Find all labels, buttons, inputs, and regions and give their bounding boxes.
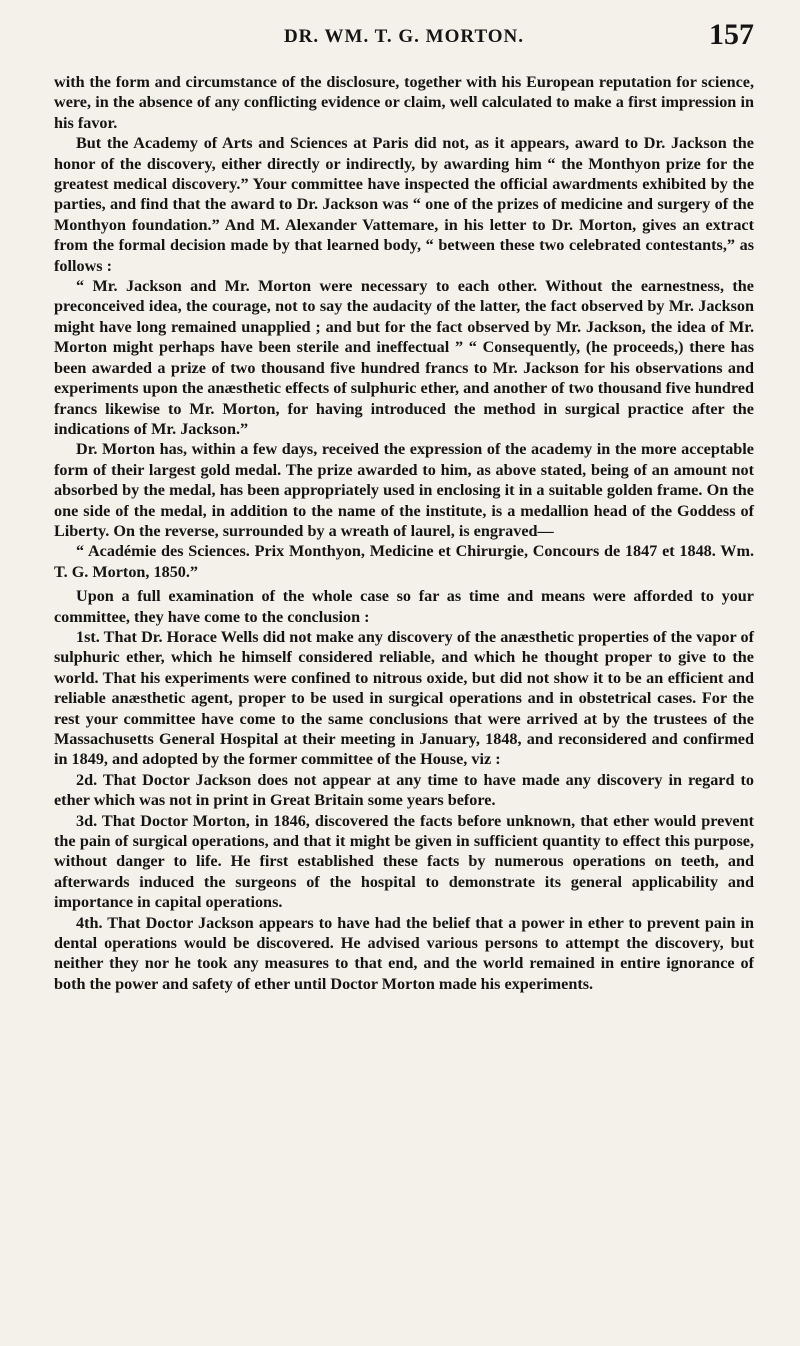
paragraph-conclusion-3d: 3d. That Doctor Morton, in 1846, discovered the facts before unknown, that ether would prevent the pain of surgical operations, and that it might be given in sufficient quantity to effect this purpose, without danger to life. He first established these facts by numerous operations on teeth, and afterwards induced the surgeons of the hospital to demonstrate its general applicability and importance in capital operations. xyxy=(54,811,754,912)
page-number: 157 xyxy=(709,18,754,51)
paragraph-quoted-decision: “ Mr. Jackson and Mr. Morton were necessary to each other. Without the earnestness, the preconceived idea, the courage, not to say the audacity of the latter, the fact observed by Mr. Jackson might have long remained unapplied ; and but for the fact observed by Mr. Jackson, the idea of Mr. Morton might perhaps have been sterile and ineffectual ” “ Consequently, (he proceeds,) there has been awarded a prize of two thousand five hundred francs to Mr. Jackson for his observations and experiments upon the anæsthetic effects of sulphuric ether, and another of two thousand five hundred francs likewise to Mr. Morton, for having introduced the method in surgical practice after the indications of Mr. Jackson.” xyxy=(54,277,754,438)
paragraph-medal-inscription: “ Académie des Sciences. Prix Monthyon, Medicine et Chirurgie, Concours de 1847 et 1848. Wm. T. G. Morton, 1850.” xyxy=(54,542,754,581)
paragraph-gold-medal: Dr. Morton has, within a few days, received the expression of the academy in the more acceptable form of their largest gold medal. The prize awarded to him, as above stated, being of an amount not absorbed by the medal, has been appropriately used in enclosing it in a suitable golden frame. On the one side of the medal, in addition to the name of the institute, is a medallion head of the Goddess of Liberty. On the reverse, surrounded by a wreath of laurel, is engraved— xyxy=(54,440,754,540)
running-title: DR. WM. T. G. MORTON. xyxy=(283,26,525,47)
paragraph-academy-award: But the Academy of Arts and Sciences at Paris did not, as it appears, award to Dr. Jackson the honor of the discovery, either directly or indirectly, by awarding him “ the Monthyon prize for the greatest medical discovery.” Your committee have inspected the official awardments exhibited by the parties, and find that the award to Dr. Jackson was “ one of the prizes of medicine and surgery of the Monthyon foundation.” And M. Alexander Vattemare, in his letter to Dr. Morton, gives an extract from the formal decision made by that learned body, “ between these two celebrated contestants,” as follows : xyxy=(54,134,754,275)
paragraph-conclusion-1st: 1st. That Dr. Horace Wells did not make any discovery of the anæsthetic properties of the vapor of sulphuric ether, which he himself considered reliable, and which he thought proper to give to the world. That his experiments were confined to nitrous oxide, but did not show it to be an efficient and reliable anæsthetic agent, proper to be used in surgical operations and in obstetrical cases. For the rest your committee have come to the same conclusions that were arrived at by the trustees of the Massachusetts General Hospital at their meeting in January, 1848, and reconsidered and confirmed in 1849, and adopted by the former committee of the House, viz : xyxy=(54,627,754,769)
paragraph-continuation: with the form and circumstance of the disclosure, together with his European reputation for science, were, in the absence of any conflicting evidence or claim, well calculated to make a first impression in his favor. xyxy=(54,73,754,132)
paragraph-conclusion-2d: 2d. That Doctor Jackson does not appear at any time to have made any discovery in regard to ether which was not in print in Great Britain some years before. xyxy=(54,770,754,810)
body-text xyxy=(54,72,754,994)
page-header xyxy=(54,18,754,52)
paragraph-conclusion-4th: 4th. That Doctor Jackson appears to have had the belief that a power in ether to prevent pain in dental operations would be discovered. He advised various persons to attempt the discovery, but neither they nor he took any measures to that end, and the world remained in entire ignorance of both the power and safety of ether until Doctor Morton made his experiments. xyxy=(54,913,754,993)
paragraph-committee-conclusion: Upon a full examination of the whole case so far as time and means were afforded to your committee, they have come to the conclusion : xyxy=(54,587,754,626)
